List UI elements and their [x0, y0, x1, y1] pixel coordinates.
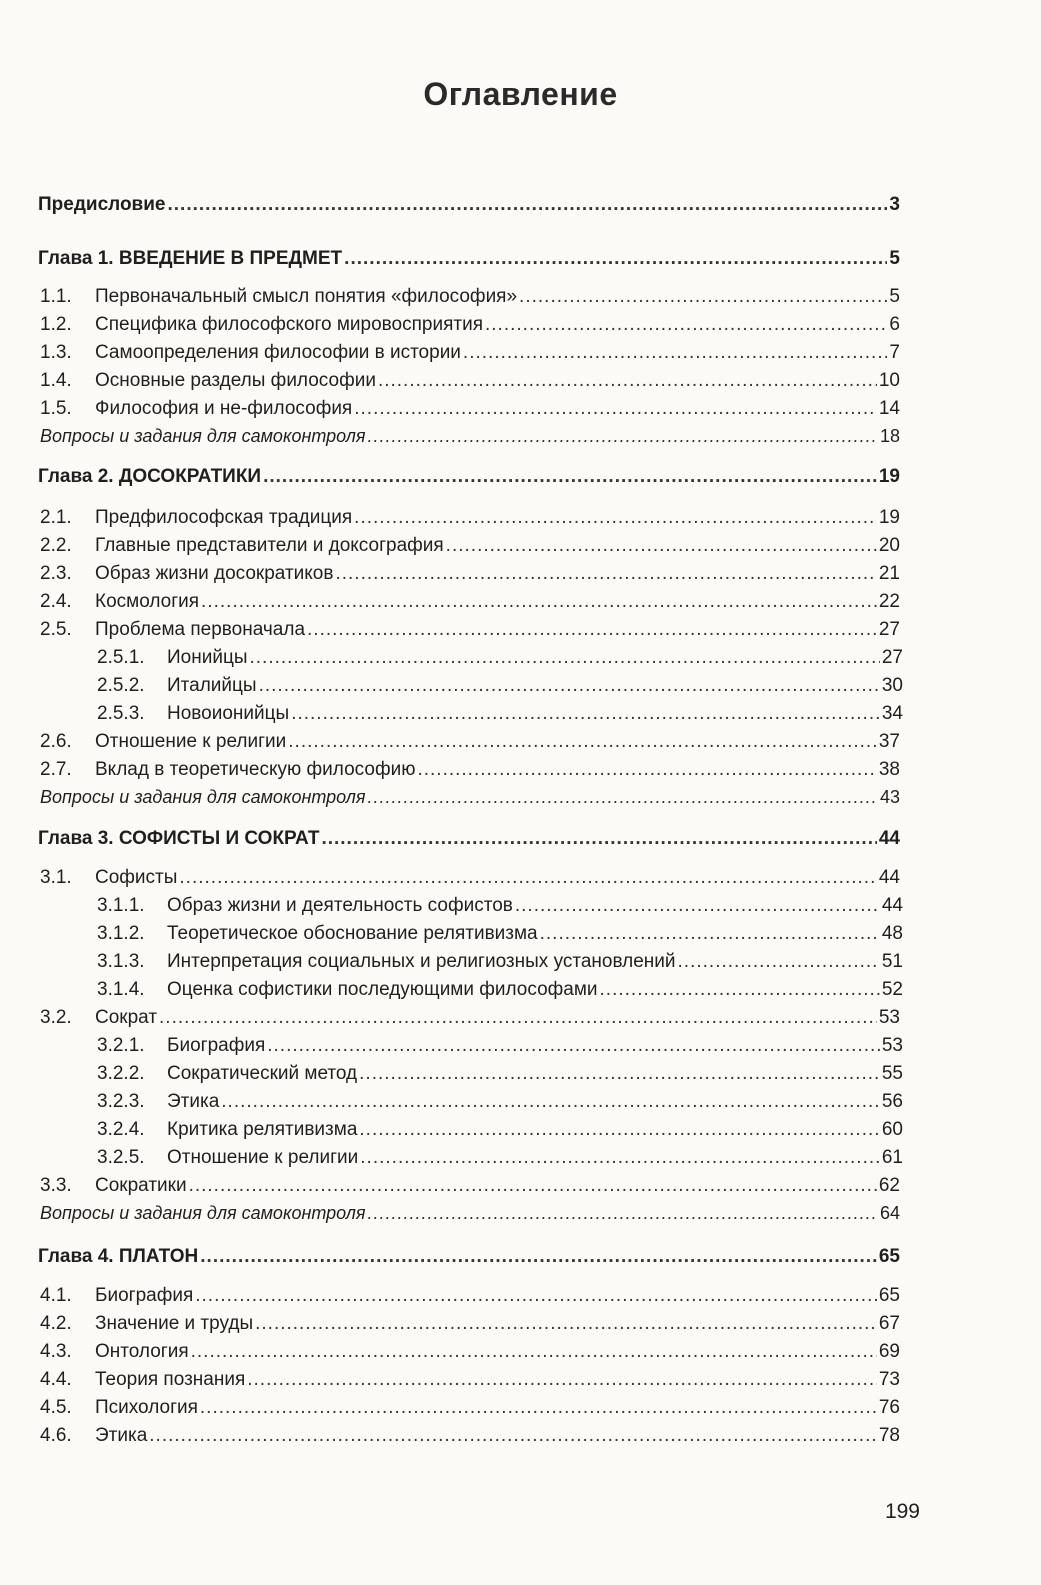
toc-entry-number: 4.5.	[40, 1397, 72, 1418]
toc-entry-title: Отношение к религии	[95, 731, 287, 752]
toc-entry-page: 6	[889, 314, 900, 335]
toc-entry-page: 30	[881, 675, 903, 696]
toc-entry-title: Космология	[95, 591, 200, 612]
toc-entry	[40, 286, 900, 314]
toc-entry-page: 65	[878, 1246, 900, 1267]
toc-entry-title: Проблема первоначала	[95, 619, 306, 640]
toc-entry-page: 22	[878, 591, 900, 612]
toc-entry	[40, 507, 900, 535]
toc-entry	[97, 675, 903, 703]
toc-entry-title: Предфилософская традиция	[95, 507, 353, 528]
dot-leader	[446, 535, 877, 557]
toc-entry-page: 37	[878, 731, 900, 752]
toc-entry-page: 52	[881, 979, 903, 1000]
toc-entry-title: Сократический метод	[167, 1063, 358, 1084]
toc-entry	[40, 1341, 900, 1369]
toc-entry-page: 19	[878, 466, 900, 487]
toc-entry	[40, 398, 900, 426]
toc-entry-number: 2.1.	[40, 507, 72, 528]
toc-entry-title: Вклад в теоретическую философию	[95, 759, 416, 780]
toc-entry-number: 1.5.	[40, 398, 72, 419]
toc-questions-entry	[40, 787, 900, 815]
toc-entry-page: 20	[878, 535, 900, 556]
dot-leader	[247, 1369, 877, 1391]
toc-chapter-entry	[38, 194, 900, 222]
toc-entry-title: Биография	[95, 1285, 194, 1306]
toc-entry-title: Вопросы и задания для самоконтроля	[40, 787, 366, 807]
toc-entry-number: 1.3.	[40, 342, 72, 363]
dot-leader	[291, 703, 880, 725]
dot-leader	[288, 731, 877, 753]
toc-entry	[97, 1147, 903, 1175]
toc-entry-title: Сократ	[95, 1007, 158, 1028]
toc-entry-number: 1.1.	[40, 286, 72, 307]
toc-entry-number: 1.2.	[40, 314, 72, 335]
toc-entry-page: 56	[881, 1091, 903, 1112]
toc-entry-title: Интерпретация социальных и религиозных установлений	[167, 951, 676, 972]
toc-entry-title: Этика	[167, 1091, 220, 1112]
toc-entry-number: 4.6.	[40, 1425, 72, 1446]
toc-entry-title: Самоопределения философии в истории	[95, 342, 461, 363]
dot-leader	[307, 619, 877, 641]
toc-entry-number: 3.2.	[40, 1007, 72, 1028]
dot-leader	[600, 979, 880, 1001]
dot-leader	[354, 507, 877, 529]
toc-entry-page: 69	[878, 1341, 900, 1362]
toc-entry-title: Специфика философского мировосприятия	[95, 314, 483, 335]
toc-entry-title: Глава 1. ВВЕДЕНИЕ В ПРЕДМЕТ	[38, 248, 343, 269]
toc-entry	[40, 1313, 900, 1341]
dot-leader	[191, 1341, 877, 1363]
toc-entry-page: 43	[879, 787, 900, 807]
toc-entry-title: Философия и не-философия	[95, 398, 353, 419]
toc-entry-page: 48	[881, 923, 903, 944]
toc-entry-page: 78	[878, 1425, 900, 1446]
toc-entry-number: 2.5.3.	[97, 703, 145, 724]
dot-leader	[368, 787, 878, 808]
toc-entry	[97, 923, 903, 951]
toc-entry-title: Предисловие	[38, 194, 166, 215]
dot-leader	[519, 286, 887, 308]
dot-leader	[354, 398, 877, 420]
toc-entry	[40, 731, 900, 759]
toc-entry-page: 65	[878, 1285, 900, 1306]
toc-entry	[97, 951, 903, 979]
toc-entry-page: 51	[881, 951, 903, 972]
toc-entry-number: 3.2.5.	[97, 1147, 145, 1168]
dot-leader	[149, 1425, 877, 1447]
toc-chapter-entry	[38, 466, 900, 494]
toc-entry	[40, 759, 900, 787]
dot-leader	[378, 370, 877, 392]
toc-entry-page: 10	[878, 370, 900, 391]
toc-entry-page: 76	[878, 1397, 900, 1418]
toc-entry-number: 3.2.1.	[97, 1035, 145, 1056]
toc-entry-title: Ионийцы	[167, 647, 248, 668]
dot-leader	[255, 1313, 877, 1335]
toc-entry-page: 34	[881, 703, 903, 724]
toc-entry-title: Значение и труды	[95, 1313, 254, 1334]
toc-entry-title: Психология	[95, 1397, 198, 1418]
toc-entry-page: 53	[878, 1007, 900, 1028]
toc-entry-number: 4.4.	[40, 1369, 72, 1390]
toc-entry	[40, 535, 900, 563]
toc-entry-title: Оценка софистики последующими философами	[167, 979, 598, 1000]
toc-entry-number: 2.7.	[40, 759, 72, 780]
toc-entry-title: Образ жизни и деятельность софистов	[167, 895, 513, 916]
toc-entry-number: 2.4.	[40, 591, 72, 612]
toc-entry-number: 3.1.2.	[97, 923, 145, 944]
toc-entry-number: 3.1.3.	[97, 951, 145, 972]
dot-leader	[678, 951, 880, 973]
toc-entry-page: 44	[881, 895, 903, 916]
toc-entry	[40, 1369, 900, 1397]
toc-entry	[40, 1175, 900, 1203]
toc-entry-title: Первоначальный смысл понятия «философия»	[95, 286, 518, 307]
toc-entry-page: 61	[881, 1147, 903, 1168]
dot-leader	[359, 1119, 879, 1141]
dot-leader	[360, 1147, 880, 1169]
toc-entry-number: 3.1.	[40, 867, 72, 888]
toc-entry-title: Италийцы	[167, 675, 257, 696]
toc-entry	[40, 370, 900, 398]
dot-leader	[463, 342, 888, 364]
toc-entry-number: 2.5.1.	[97, 647, 145, 668]
toc-entry	[97, 647, 903, 675]
toc-entry-title: Глава 4. ПЛАТОН	[38, 1246, 199, 1267]
toc-entry-title: Глава 2. ДОСОКРАТИКИ	[38, 466, 262, 487]
dot-leader	[201, 591, 877, 613]
toc-entry-number: 3.1.4.	[97, 979, 145, 1000]
page-title: Оглавление	[423, 76, 618, 112]
toc-entry-page: 60	[881, 1119, 903, 1140]
toc-entry-number: 2.3.	[40, 563, 72, 584]
toc-entry-page: 27	[878, 619, 900, 640]
toc-entry	[40, 342, 900, 370]
dot-leader	[321, 828, 876, 850]
toc-entry-number: 3.2.2.	[97, 1063, 145, 1084]
toc-entry-title: Критика релятивизма	[167, 1119, 358, 1140]
toc-entry-number: 3.1.1.	[97, 895, 145, 916]
dot-leader	[168, 194, 888, 216]
toc-entry-number: 3.2.4.	[97, 1119, 145, 1140]
toc-entry-page: 44	[878, 828, 900, 849]
dot-leader	[249, 647, 879, 669]
dot-leader	[368, 426, 878, 447]
toc-entry	[97, 1119, 903, 1147]
dot-leader	[263, 466, 877, 488]
dot-leader	[540, 923, 880, 945]
toc-entry-title: Вопросы и задания для самоконтроля	[40, 1203, 366, 1223]
toc-entry-number: 2.6.	[40, 731, 72, 752]
toc-entry-page: 64	[879, 1203, 900, 1223]
toc-entry-title: Глава 3. СОФИСТЫ И СОКРАТ	[38, 828, 320, 849]
toc-entry	[97, 979, 903, 1007]
toc-entry	[97, 703, 903, 731]
toc-entry-page: 14	[878, 398, 900, 419]
toc-entry	[97, 895, 903, 923]
toc-entry-page: 67	[878, 1313, 900, 1334]
toc-entry	[40, 314, 900, 342]
toc-entry-page: 5	[889, 248, 900, 269]
toc-entry-page: 53	[881, 1035, 903, 1056]
toc-entry-page: 44	[878, 867, 900, 888]
toc-entry	[40, 1397, 900, 1425]
toc-entry-title: Теоретическое обоснование релятивизма	[167, 923, 538, 944]
dot-leader	[485, 314, 887, 336]
toc-entry-page: 27	[881, 647, 903, 668]
dot-leader	[200, 1397, 877, 1419]
toc-entry-page: 55	[881, 1063, 903, 1084]
toc-entry-page: 7	[889, 342, 900, 363]
dot-leader	[195, 1285, 877, 1307]
dot-leader	[200, 1246, 877, 1268]
toc-entry-title: Теория познания	[95, 1369, 246, 1390]
toc-entry-title: Новоионийцы	[167, 703, 290, 724]
toc-questions-entry	[40, 1203, 900, 1231]
toc-entry-page: 19	[878, 507, 900, 528]
dot-leader	[515, 895, 880, 917]
toc-entry	[40, 563, 900, 591]
toc-questions-entry	[40, 426, 900, 454]
toc-entry	[40, 1425, 900, 1453]
toc-entry-number: 2.5.	[40, 619, 72, 640]
toc-entry-page: 18	[879, 426, 900, 446]
dot-leader	[189, 1175, 877, 1197]
toc-entry	[97, 1035, 903, 1063]
dot-leader	[344, 248, 887, 270]
toc-entry-number: 2.2.	[40, 535, 72, 556]
toc-chapter-entry	[38, 248, 900, 276]
toc-entry-page: 62	[878, 1175, 900, 1196]
toc-entry-number: 3.2.3.	[97, 1091, 145, 1112]
toc-entry-number: 2.5.2.	[97, 675, 145, 696]
toc-entry-title: Отношение к религии	[167, 1147, 359, 1168]
toc-entry-title: Этика	[95, 1425, 148, 1446]
toc-entry-title: Сократики	[95, 1175, 187, 1196]
toc-entry-title: Образ жизни досократиков	[95, 563, 334, 584]
toc-entry-page: 73	[878, 1369, 900, 1390]
dot-leader	[179, 867, 876, 889]
dot-leader	[335, 563, 876, 585]
toc-entry-page: 38	[878, 759, 900, 780]
dot-leader	[417, 759, 876, 781]
toc-entry-title: Вопросы и задания для самоконтроля	[40, 426, 366, 446]
toc-entry-page: 5	[889, 286, 900, 307]
toc-entry-title: Главные представители и доксография	[95, 535, 444, 556]
dot-leader	[368, 1203, 878, 1224]
toc-entry-title: Основные разделы философии	[95, 370, 376, 391]
dot-leader	[359, 1063, 880, 1085]
toc-entry	[97, 1063, 903, 1091]
toc-entry	[40, 867, 900, 895]
toc-entry-number: 4.2.	[40, 1313, 72, 1334]
toc-chapter-entry	[38, 1246, 900, 1274]
toc-entry-page: 3	[889, 194, 900, 215]
toc-entry-title: Онтология	[95, 1341, 189, 1362]
dot-leader	[267, 1035, 880, 1057]
dot-leader	[259, 675, 880, 697]
toc-entry-title: Биография	[167, 1035, 266, 1056]
dot-leader	[221, 1091, 880, 1113]
page-number: 199	[884, 1500, 920, 1523]
toc-entry-number: 3.3.	[40, 1175, 72, 1196]
toc-entry	[40, 591, 900, 619]
toc-entry	[40, 1285, 900, 1313]
toc-entry-title: Софисты	[95, 867, 178, 888]
toc-entry-number: 1.4.	[40, 370, 72, 391]
toc-entry-number: 4.1.	[40, 1285, 72, 1306]
toc-entry	[40, 1007, 900, 1035]
dot-leader	[159, 1007, 877, 1029]
toc-entry-number: 4.3.	[40, 1341, 72, 1362]
toc-entry	[97, 1091, 903, 1119]
toc-chapter-entry	[38, 828, 900, 856]
toc-entry	[40, 619, 900, 647]
toc-entry-page: 21	[878, 563, 900, 584]
